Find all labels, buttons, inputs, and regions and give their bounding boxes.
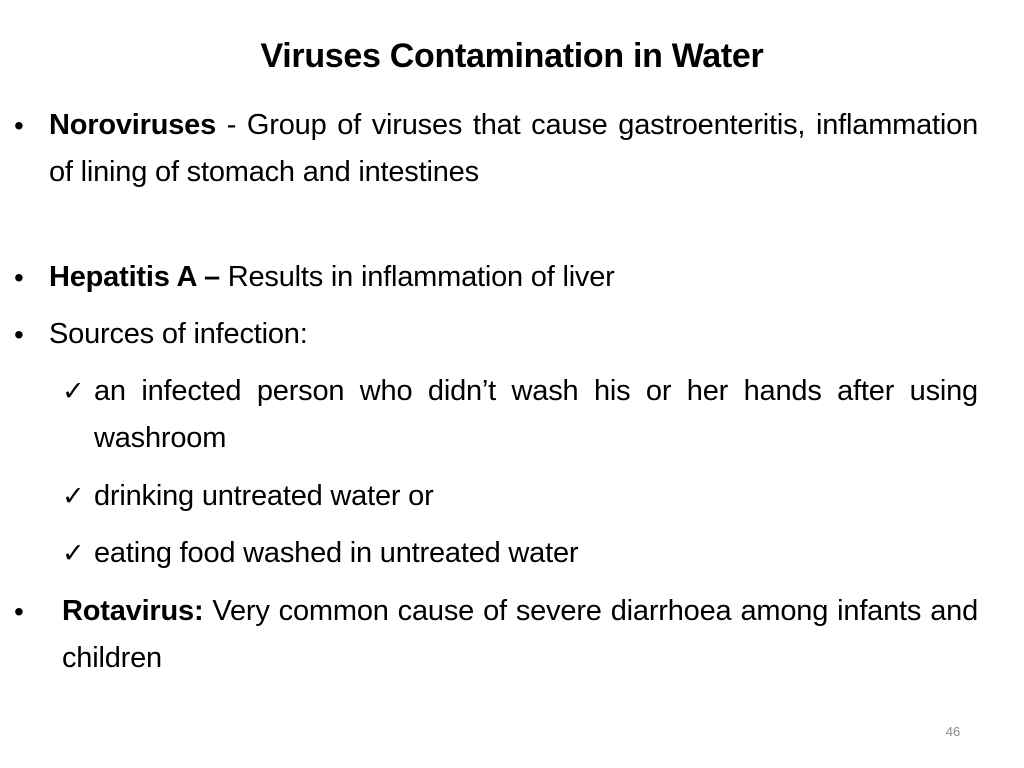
bullet-text — [62, 588, 978, 682]
sub-item-untreated-water — [62, 473, 978, 520]
sub-item-text: an infected person who didn’t wash his or her hands after using washroom — [94, 375, 978, 454]
description-hepatitis-a: Results in inflammation of liver — [219, 261, 615, 293]
sub-item-text: drinking untreated water or — [94, 480, 434, 512]
description-rotavirus: Very common cause of severe diarrhoea among infants and children — [62, 595, 978, 674]
sub-item-food-washed — [62, 530, 978, 577]
page-number: 46 — [945, 724, 961, 739]
checkmark-icon: ✓ — [62, 376, 85, 407]
bullet-icon: • — [14, 319, 24, 350]
sub-item-text: eating food washed in untreated water — [94, 537, 579, 569]
term-noroviruses: Noroviruses — [49, 109, 217, 141]
bullet-icon: • — [14, 110, 24, 141]
sources-heading: Sources of infection: — [49, 318, 308, 350]
bullet-item-hepatitis-a — [14, 254, 978, 301]
sub-item-infected-person — [62, 368, 978, 462]
checkmark-icon: ✓ — [62, 481, 85, 512]
bullet-item-sources — [14, 311, 978, 358]
bullet-text — [49, 254, 978, 301]
bullet-icon: • — [14, 596, 24, 627]
slide-title: Viruses Contamination in Water — [260, 37, 764, 75]
term-rotavirus: Rotavirus: — [62, 595, 204, 627]
term-hepatitis-a: Hepatitis A – — [49, 261, 220, 293]
bullet-icon: • — [14, 262, 24, 293]
bullet-text — [49, 102, 978, 196]
bullet-item-rotavirus — [14, 588, 978, 682]
bullet-item-noroviruses — [14, 102, 978, 196]
checkmark-icon: ✓ — [62, 538, 85, 569]
description-noroviruses: Group of viruses that cause gastroenteritis, inflammation of lining of stomach and intestines — [49, 109, 978, 188]
term-separator: - — [216, 109, 247, 141]
